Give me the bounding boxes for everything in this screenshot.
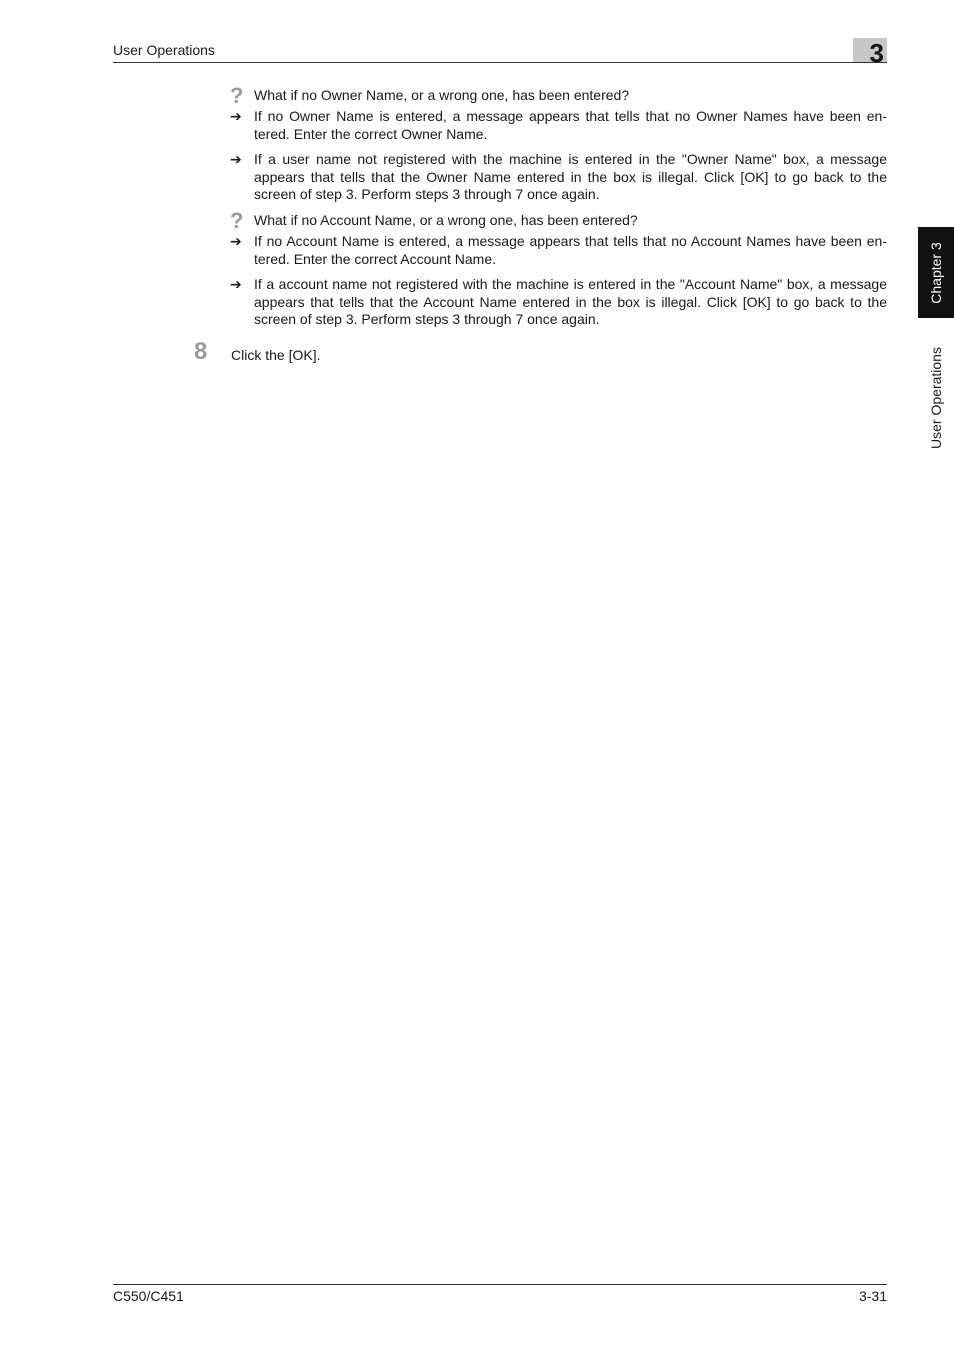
arrow-icon: ➔ [230, 233, 242, 249]
side-tab-section [918, 330, 954, 466]
answer-text: If a user name not registered with the machine is entered in the "Owner Name" box, a message appears that tells that the Owner Name entered in the box is illegal. Click [OK] to go back to the screen of step 3. Perform steps 3 through 7 once again. [254, 151, 887, 202]
question-icon: ? [230, 83, 244, 108]
header-title: User Operations [113, 42, 215, 58]
question-text: What if no Owner Name, or a wrong one, has been entered? [254, 87, 630, 103]
chapter-number-box [853, 38, 887, 68]
answer-item [230, 233, 887, 268]
footer-page-number: 3-31 [858, 1288, 887, 1304]
chapter-number: 3 [869, 38, 884, 68]
footer-model: C550/C451 [113, 1288, 184, 1304]
question-item [230, 83, 887, 108]
answer-item [230, 151, 887, 204]
step-number: 8 [194, 338, 208, 365]
side-tab-chapter-label: Chapter 3 [928, 241, 944, 304]
question-item [230, 208, 887, 233]
question-icon: ? [230, 208, 244, 233]
answer-text: If a account name not registered with the machine is entered in the "Account Name" box, a message appears that tells that the Account Name entered in the box is illegal. Click [OK] to go back to the screen of step 3. Perform steps 3 through 7 once again. [254, 276, 887, 327]
question-text: What if no Account Name, or a wrong one, has been entered? [254, 212, 638, 228]
footer-rule [113, 1284, 887, 1285]
header-rule [113, 62, 887, 63]
arrow-icon: ➔ [230, 276, 242, 292]
step-text: Click the [OK]. [231, 347, 321, 363]
arrow-icon: ➔ [230, 151, 242, 167]
side-tab-section-label: User Operations [928, 347, 944, 449]
side-tab-chapter [918, 227, 954, 318]
answer-text: If no Owner Name is entered, a message appears that tells that no Owner Names have been en-tered. Enter the correct Owner Name. [254, 108, 887, 142]
answer-item [230, 276, 887, 329]
arrow-icon: ➔ [230, 108, 242, 124]
answer-text: If no Account Name is entered, a message appears that tells that no Account Names have been en-tered. Enter the correct Account Name. [254, 233, 887, 267]
answer-item [230, 108, 887, 143]
